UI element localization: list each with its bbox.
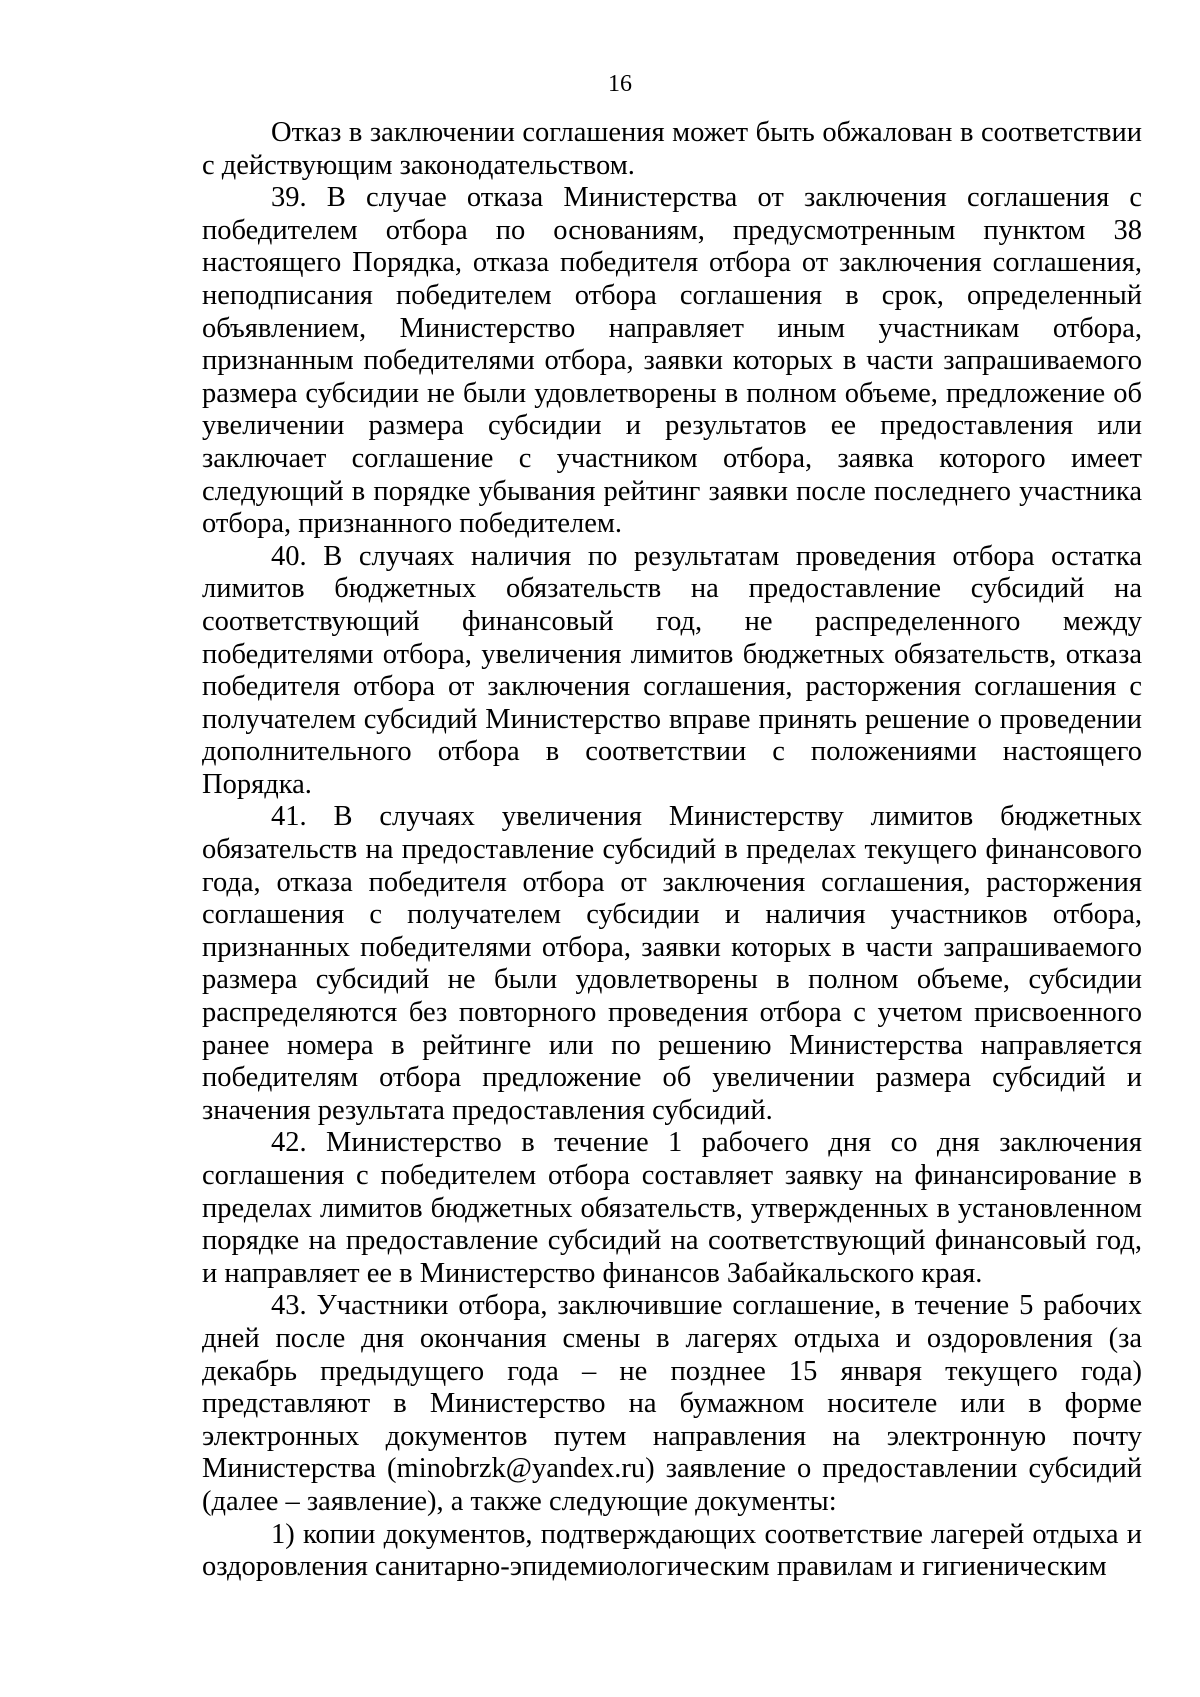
paragraph-39: 39. В случае отказа Министерства от заключения соглашения с победителем отбора по основаниям, предусмотренным пунктом 38 настоящего Порядка, отказа победителя отбора от заключения соглашения, неподписания победителем отбора соглашения в срок, определенный объявлением, Министерство направляет иным участникам отбора, признанным победителями отбора, заявки которых в части запрашиваемого размера субсидии не были удовлетворены в полном объеме, предложение об увеличении размера субсидии и результатов ее предоставления или заключает соглашение с участником отбора, заявка которого имеет следующий в порядке убывания рейтинг заявки после последнего участника отбора, признанного победителем. [202,182,1142,540]
paragraph-43: 43. Участники отбора, заключившие соглашение, в течение 5 рабочих дней после дня окончания смены в лагерях отдыха и оздоровления (за декабрь предыдущего года – не позднее 15 января текущего года) представляют в Министерство на бумажном носителе или в форме электронных документов путем направления на электронную почту Министерства (minobrzk@yandex.ru) заявление о предоставлении субсидий (далее – заявление), а также следующие документы: [202,1290,1142,1517]
paragraph-40: 40. В случаях наличия по результатам проведения отбора остатка лимитов бюджетных обязательств на предоставление субсидий на соответствующий финансовый год, не распределенного между победителями отбора, увеличения лимитов бюджетных обязательств, отказа победителя отбора от заключения соглашения, расторжения соглашения с получателем субсидий Министерство вправе принять решение о проведении дополнительного отбора в соответствии с положениями настоящего Порядка. [202,540,1142,800]
page-number: 16 [608,71,632,97]
paragraph-appeal: Отказ в заключении соглашения может быть обжалован в соответствии с действующим законодательством. [202,117,1142,181]
paragraph-41: 41. В случаях увеличения Министерству лимитов бюджетных обязательств на предоставление субсидий в пределах текущего финансового года, отказа победителя отбора от заключения соглашения, расторжения соглашения с получателем субсидии и наличия участников отбора, признанных победителями отбора, заявки которых в части запрашиваемого размера субсидий не были удовлетворены в полном объеме, субсидии распределяются без повторного проведения отбора с учетом присвоенного ранее номера в рейтинге или по решению Министерства направляется победителям отбора предложение об увеличении размера субсидий и значения результата предоставления субсидий. [202,801,1142,1126]
paragraph-42: 42. Министерство в течение 1 рабочего дня со дня заключения соглашения с победителем отбора составляет заявку на финансирование в пределах лимитов бюджетных обязательств, утвержденных в установленном порядке на предоставление субсидий на соответствующий финансовый год, и направляет ее в Министерство финансов Забайкальского края. [202,1127,1142,1289]
list-item-1: 1) копии документов, подтверждающих соответствие лагерей отдыха и оздоровления санитарно-эпидемиологическим правилам и гигиеническим [202,1518,1142,1583]
document-body [202,117,1142,1584]
